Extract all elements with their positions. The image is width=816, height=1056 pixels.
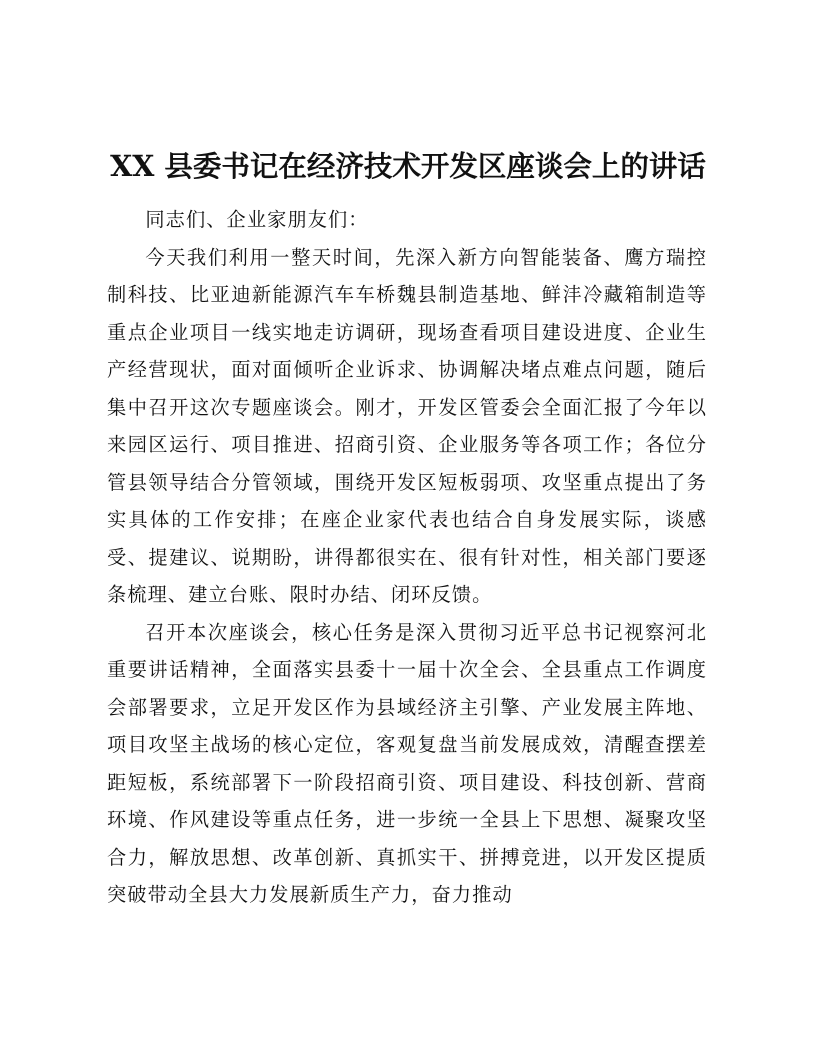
document-body [107,201,707,914]
paragraph-1: 今天我们利用一整天时间，先深入新方向智能装备、鹰方瑞控制科技、比亚迪新能源汽车车桥魏县制造基地、鲜沣冷藏箱制造等重点企业项目一线实地走访调研，现场查看项目建设进度、企业生产经营现状，面对面倾听企业诉求、协调解决堵点难点问题，随后集中召开这次专题座谈会。刚才，开发区管委会全面汇报了今年以来园区运行、项目推进、招商引资、企业服务等各项工作；各位分管县领导结合分管领域，围绕开发区短板弱项、攻坚重点提出了务实具体的工作安排；在座企业家代表也结合自身发展实际，谈感受、提建议、说期盼，讲得都很实在、很有针对性，相关部门要逐条梳理、建立台账、限时办结、闭环反馈。 [107,245,707,606]
paragraph-2: 召开本次座谈会，核心任务是深入贯彻习近平总书记视察河北重要讲话精神，全面落实县委十一届十次全会、全县重点工作调度会部署要求，立足开发区作为县域经济主引擎、产业发展主阵地、项目攻坚主战场的核心定位，客观复盘当前发展成效，清醒查摆差距短板，系统部署下一阶段招商引资、项目建设、科技创新、营商环境、作风建设等重点任务，进一步统一全县上下思想、凝聚攻坚合力，解放思想、改革创新、真抓实干、拼搏竞进，以开发区提质突破带动全县大力发展新质生产力，奋力推动 [107,620,707,906]
document-title: XX 县委书记在经济技术开发区座谈会上的讲话 [110,149,706,183]
salutation: 同志们、企业家朋友们： [145,208,369,231]
